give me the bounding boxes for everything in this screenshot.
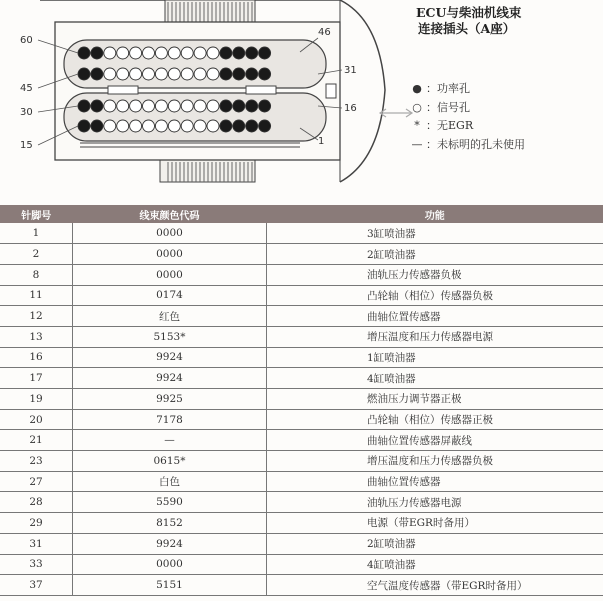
power-hole	[220, 100, 232, 112]
table-row	[0, 513, 603, 534]
pin-number: 21	[0, 430, 73, 451]
signal-hole	[207, 120, 219, 132]
power-hole	[233, 47, 245, 59]
signal-hole	[117, 68, 129, 80]
legend-item-unused	[408, 136, 525, 155]
table-row	[0, 575, 603, 596]
pin-number: 20	[0, 409, 73, 430]
function: 增压温度和压力传感器负极	[267, 451, 603, 472]
power-hole	[233, 68, 245, 80]
pin-label: 60	[20, 35, 33, 46]
table-row	[0, 554, 603, 575]
asterisk-icon: *	[414, 119, 420, 132]
pin-label: 45	[20, 83, 33, 94]
signal-hole	[104, 68, 116, 80]
signal-hole	[155, 100, 167, 112]
signal-hole	[168, 47, 180, 59]
table-row	[0, 430, 603, 451]
pin-label: 46	[318, 27, 331, 38]
table-row	[0, 306, 603, 327]
power-hole	[220, 68, 232, 80]
pin-number: 31	[0, 533, 73, 554]
signal-hole	[104, 100, 116, 112]
signal-hole	[155, 47, 167, 59]
signal-hole	[168, 68, 180, 80]
pin-table	[0, 205, 603, 596]
pin-number: 2	[0, 244, 73, 265]
wire-color-code: 红色	[73, 306, 267, 327]
legend-text: ：无EGR	[426, 119, 474, 132]
pin-number: 11	[0, 285, 73, 306]
power-hole	[78, 120, 90, 132]
wire-color-code: 白色	[73, 471, 267, 492]
wire-color-code: 0174	[73, 285, 267, 306]
signal-hole	[168, 120, 180, 132]
signal-hole	[168, 100, 180, 112]
wire-color-code: —	[73, 430, 267, 451]
power-hole	[246, 68, 258, 80]
signal-hole	[194, 120, 206, 132]
pin-number: 8	[0, 264, 73, 285]
power-hole	[91, 68, 103, 80]
latch-upper	[108, 86, 138, 94]
pin-number: 33	[0, 554, 73, 575]
signal-hole	[181, 120, 193, 132]
function: 4缸喷油器	[267, 554, 603, 575]
signal-hole	[130, 120, 142, 132]
power-hole	[259, 47, 271, 59]
function: 空气温度传感器（带EGR时备用）	[267, 575, 603, 596]
signal-hole	[194, 68, 206, 80]
function: 曲轴位置传感器屏蔽线	[267, 430, 603, 451]
power-hole	[246, 120, 258, 132]
legend-item-signal	[408, 99, 525, 118]
signal-hole	[117, 100, 129, 112]
wire-color-code: 8152	[73, 513, 267, 534]
signal-hole	[130, 47, 142, 59]
table-row	[0, 223, 603, 244]
wire-color-code: 9924	[73, 347, 267, 368]
power-hole	[91, 47, 103, 59]
signal-hole	[181, 68, 193, 80]
function: 4缸喷油器	[267, 368, 603, 389]
legend-text: ：信号孔	[426, 100, 470, 114]
power-hole	[91, 100, 103, 112]
table-row	[0, 285, 603, 306]
pin-number: 28	[0, 492, 73, 513]
pin-number: 12	[0, 306, 73, 327]
signal-hole	[143, 120, 155, 132]
signal-hole-icon: ○	[412, 100, 422, 114]
table-row	[0, 389, 603, 410]
table-row	[0, 533, 603, 554]
function: 油轨压力传感器负极	[267, 264, 603, 285]
power-hole	[246, 47, 258, 59]
power-hole	[246, 100, 258, 112]
table-row	[0, 409, 603, 430]
function: 增压温度和压力传感器电源	[267, 326, 603, 347]
wire-color-code: 9924	[73, 368, 267, 389]
pin-number: 29	[0, 513, 73, 534]
wire-color-code: 5153*	[73, 326, 267, 347]
table-row	[0, 492, 603, 513]
signal-hole	[104, 47, 116, 59]
pin-label: 15	[20, 140, 33, 151]
power-hole	[220, 120, 232, 132]
header-wire-color: 线束颜色代码	[73, 205, 267, 223]
wire-color-code: 0000	[73, 223, 267, 244]
signal-hole	[207, 68, 219, 80]
wire-color-code: 5590	[73, 492, 267, 513]
wire-color-code: 0615*	[73, 451, 267, 472]
table-body	[0, 223, 603, 595]
latch-right	[326, 84, 336, 98]
pin-number: 17	[0, 368, 73, 389]
function: 2缸喷油器	[267, 244, 603, 265]
power-hole	[78, 68, 90, 80]
function: 电源（带EGR时备用）	[267, 513, 603, 534]
legend-text: ：功率孔	[426, 82, 470, 95]
pin-label: 31	[344, 65, 357, 76]
pin-label: 1	[318, 136, 325, 147]
lower-cavity	[64, 93, 326, 141]
pin-number: 13	[0, 326, 73, 347]
wire-color-code: 0000	[73, 244, 267, 265]
dash-icon: —	[411, 137, 423, 151]
connector-title-line1: ECU与柴油机线束	[416, 5, 522, 20]
latch-upper-right	[246, 86, 276, 94]
signal-hole	[194, 100, 206, 112]
function: 1缸喷油器	[267, 347, 603, 368]
signal-hole	[143, 47, 155, 59]
signal-hole	[117, 120, 129, 132]
signal-hole	[155, 120, 167, 132]
signal-hole	[155, 68, 167, 80]
header-pin: 针脚号	[0, 205, 73, 223]
header-function: 功能	[267, 205, 603, 223]
wire-color-code: 9925	[73, 389, 267, 410]
connector-title	[416, 5, 521, 37]
pin-number: 1	[0, 223, 73, 244]
upper-cavity	[64, 40, 326, 88]
wire-color-code: 9924	[73, 533, 267, 554]
signal-hole	[194, 47, 206, 59]
function: 2缸喷油器	[267, 533, 603, 554]
table-row	[0, 451, 603, 472]
power-hole	[78, 47, 90, 59]
signal-hole	[207, 100, 219, 112]
pin-number: 23	[0, 451, 73, 472]
legend-item-power	[408, 80, 525, 99]
signal-hole	[181, 47, 193, 59]
function: 曲轴位置传感器	[267, 306, 603, 327]
function: 凸轮轴（相位）传感器正极	[267, 409, 603, 430]
function: 油轨压力传感器电源	[267, 492, 603, 513]
power-hole	[233, 120, 245, 132]
pin-label: 16	[344, 103, 357, 114]
pin-number: 27	[0, 471, 73, 492]
wire-color-code: 5151	[73, 575, 267, 596]
signal-hole	[117, 47, 129, 59]
power-hole	[259, 100, 271, 112]
table-row	[0, 471, 603, 492]
table-row	[0, 368, 603, 389]
function: 燃油压力调节器正极	[267, 389, 603, 410]
signal-hole	[207, 47, 219, 59]
pin-number: 37	[0, 575, 73, 596]
pin-label: 30	[20, 107, 33, 118]
table-row	[0, 244, 603, 265]
signal-hole	[143, 100, 155, 112]
legend-text: ：未标明的孔未使用	[426, 137, 525, 151]
power-hole	[91, 120, 103, 132]
legend-item-no-egr	[408, 117, 525, 136]
power-hole	[220, 47, 232, 59]
table-row	[0, 264, 603, 285]
function: 3缸喷油器	[267, 223, 603, 244]
table-row	[0, 326, 603, 347]
signal-hole	[143, 68, 155, 80]
signal-hole	[181, 100, 193, 112]
signal-hole	[130, 68, 142, 80]
power-hole-icon: ●	[412, 82, 422, 95]
wire-color-code: 7178	[73, 409, 267, 430]
table-header-row	[0, 205, 603, 223]
function: 凸轮轴（相位）传感器负极	[267, 285, 603, 306]
signal-hole	[104, 120, 116, 132]
power-hole	[78, 100, 90, 112]
wire-color-code: 0000	[73, 554, 267, 575]
power-hole	[233, 100, 245, 112]
power-hole	[259, 120, 271, 132]
top-pin-comb	[165, 0, 255, 22]
pin-number: 16	[0, 347, 73, 368]
power-hole	[259, 68, 271, 80]
function: 曲轴位置传感器	[267, 471, 603, 492]
pin-number: 19	[0, 389, 73, 410]
table-row	[0, 347, 603, 368]
connector-title-line2: 连接插头（A座）	[418, 21, 516, 36]
signal-hole	[130, 100, 142, 112]
legend	[408, 80, 525, 154]
wire-color-code: 0000	[73, 264, 267, 285]
